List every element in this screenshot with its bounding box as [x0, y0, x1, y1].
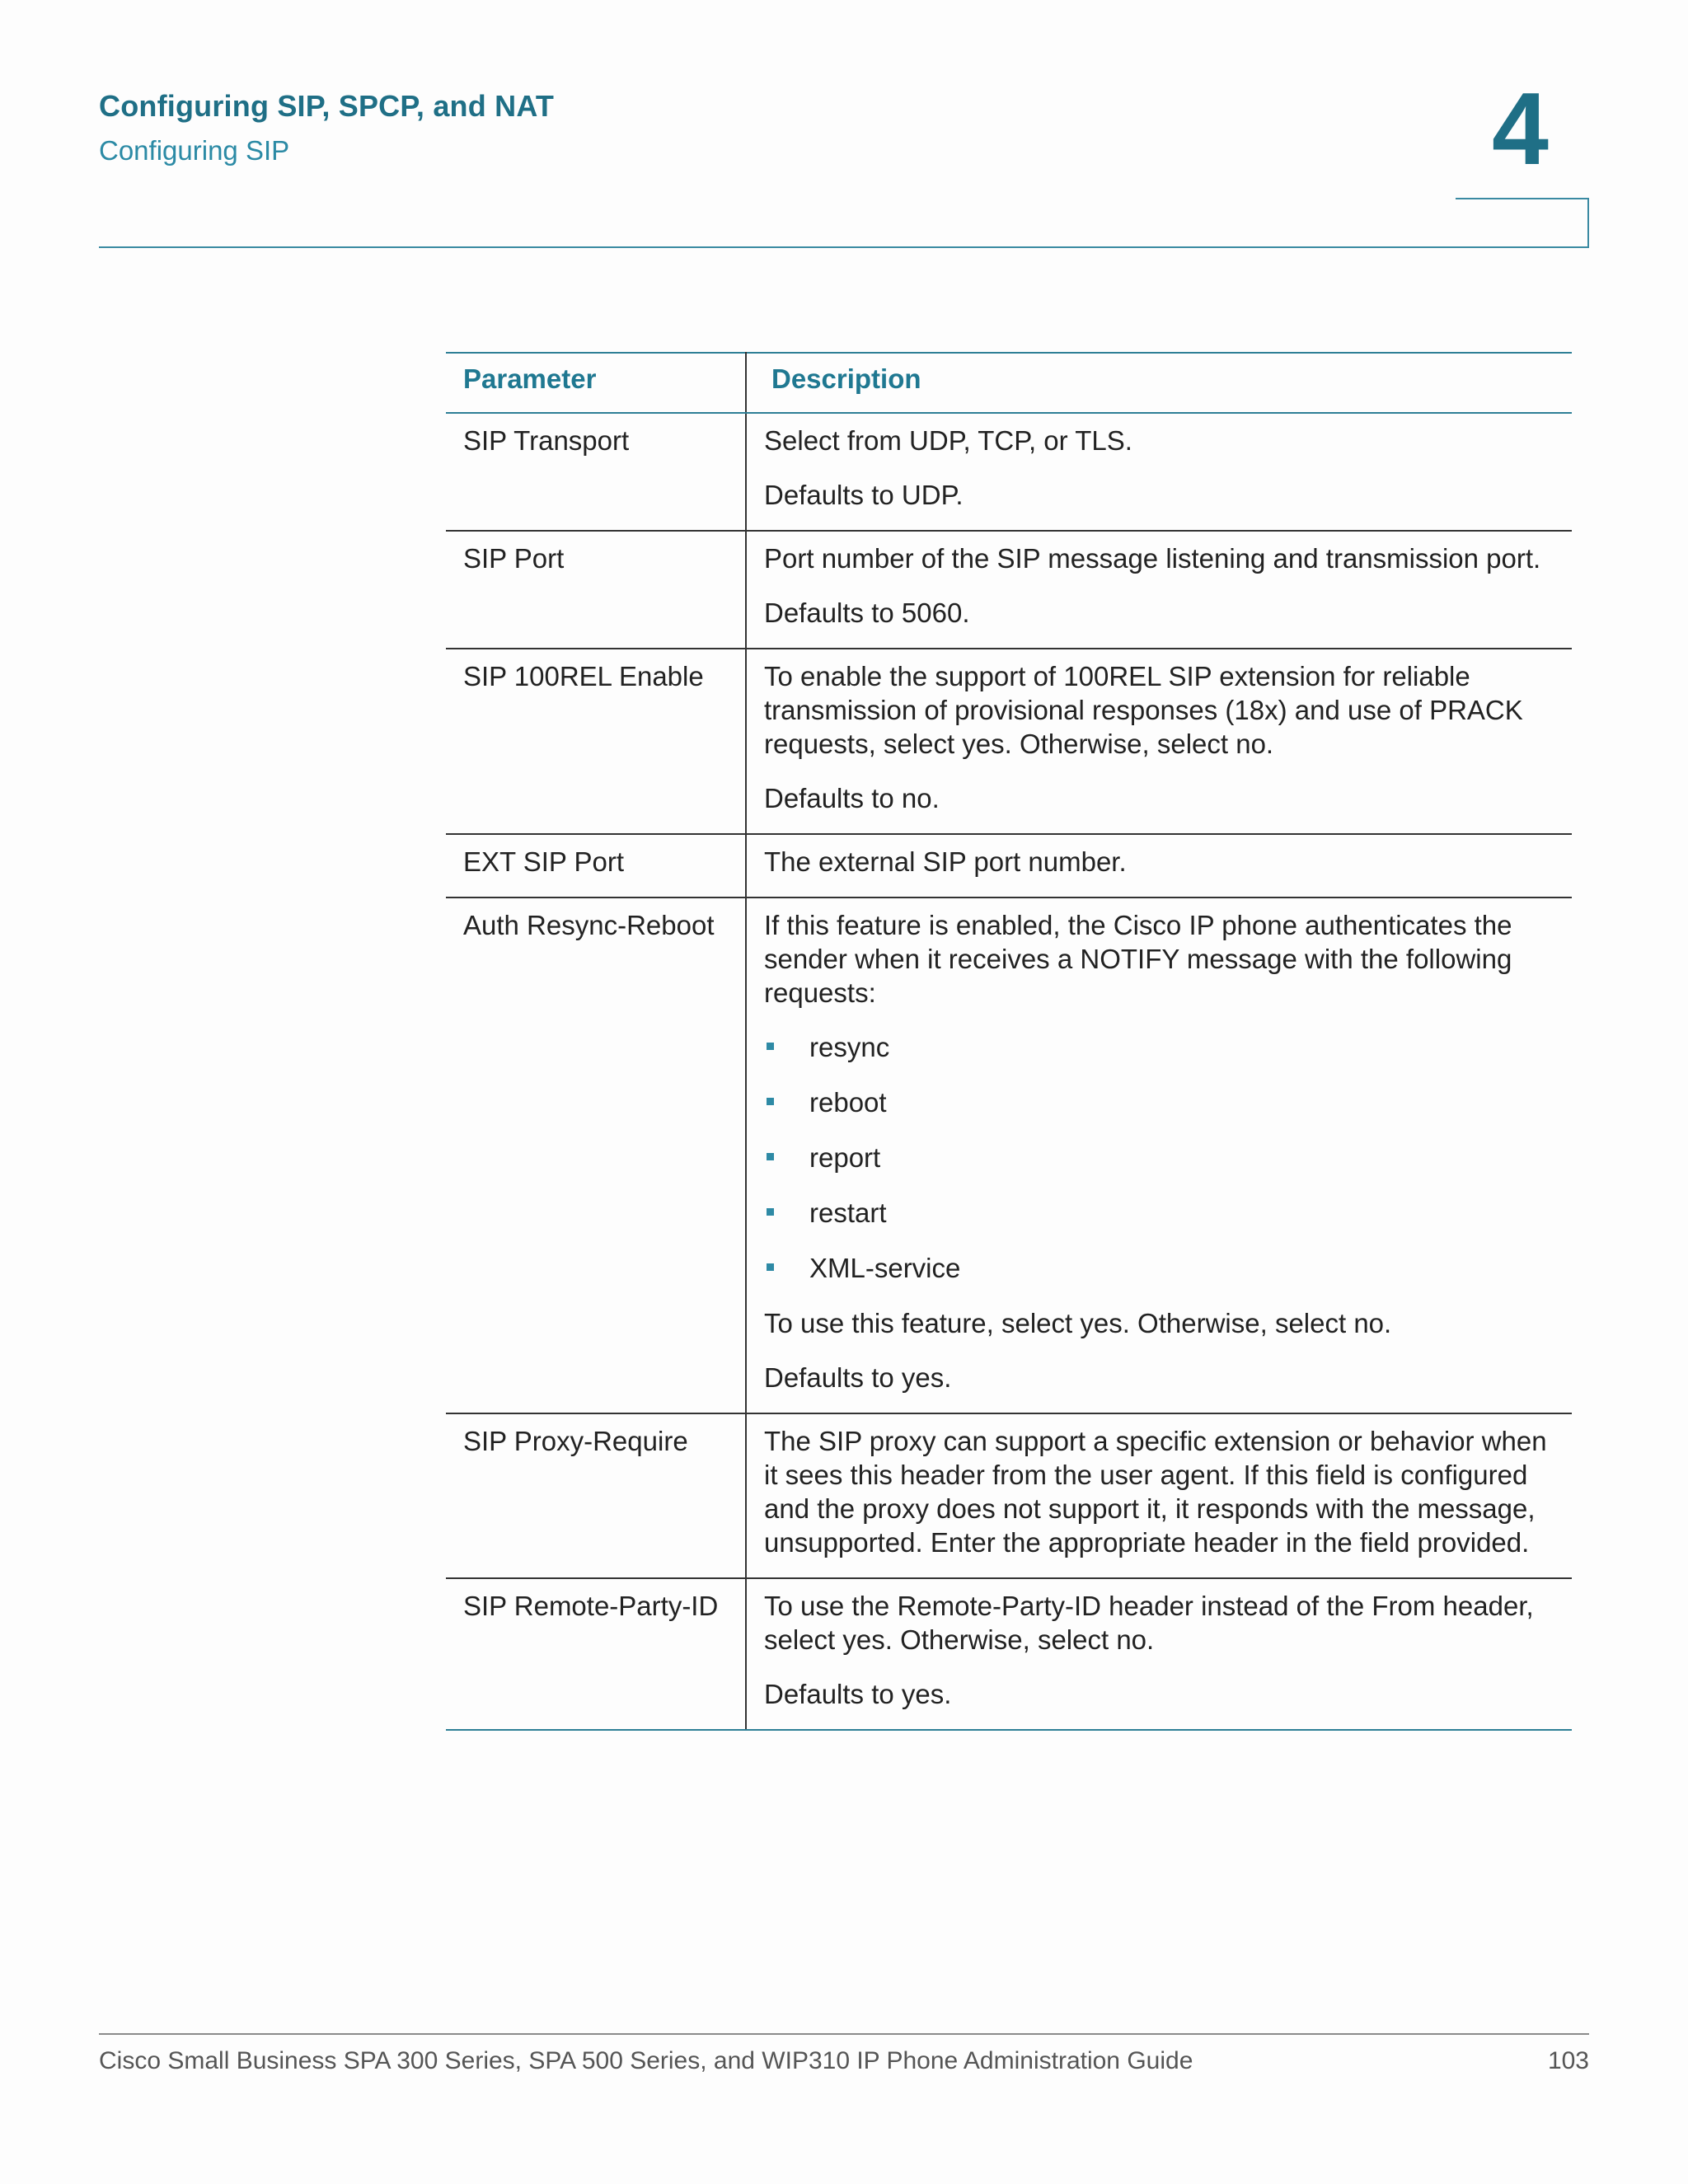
param-name: SIP Port [446, 531, 746, 649]
column-header-parameter: Parameter [446, 353, 746, 413]
param-description [746, 1413, 1572, 1578]
desc-text: Port number of the SIP message listening and transmission port. [764, 543, 1541, 574]
list-item: report [764, 1141, 1554, 1174]
param-description [746, 531, 1572, 649]
param-name: SIP Proxy-Require [446, 1413, 746, 1578]
desc-default: Defaults to yes. [764, 1679, 952, 1709]
list-item: resync [764, 1030, 1554, 1064]
column-header-description: Description [746, 353, 1572, 413]
param-description [746, 413, 1572, 531]
param-name: EXT SIP Port [446, 834, 746, 898]
desc-default: Defaults to no. [764, 783, 940, 813]
param-description [746, 649, 1572, 834]
desc-text: To use this feature, select yes. Otherwise, select no. [764, 1308, 1392, 1338]
section-title: Configuring SIP [99, 135, 290, 166]
desc-default: Defaults to UDP. [764, 480, 964, 510]
param-description [746, 834, 1572, 898]
list-item: XML-service [764, 1251, 1554, 1285]
param-name: SIP Remote-Party-ID [446, 1578, 746, 1730]
table-row [446, 1578, 1572, 1730]
header-rule [99, 246, 1589, 248]
bullet-square-icon [767, 1263, 774, 1271]
table-header-row [446, 353, 1572, 413]
list-item: restart [764, 1196, 1554, 1230]
request-list [764, 1030, 1554, 1285]
list-item: reboot [764, 1085, 1554, 1119]
table-row [446, 1413, 1572, 1578]
page-number: 103 [1547, 2047, 1589, 2074]
bullet-square-icon [767, 1098, 774, 1105]
parameter-table [446, 352, 1572, 1731]
desc-text: To use the Remote-Party-ID header instead of the From header, select yes. Otherwise, select no. [764, 1591, 1534, 1655]
desc-default: Defaults to yes. [764, 1362, 952, 1393]
param-name: Auth Resync-Reboot [446, 898, 746, 1413]
bullet-square-icon [767, 1153, 774, 1160]
table-row [446, 531, 1572, 649]
bullet-square-icon [767, 1043, 774, 1050]
footer-guide-title: Cisco Small Business SPA 300 Series, SPA 500 Series, and WIP310 IP Phone Administration Guide [99, 2047, 1193, 2074]
chapter-title: Configuring SIP, SPCP, and NAT [99, 89, 555, 123]
desc-text: To enable the support of 100REL SIP extension for reliable transmission of provisional responses (18x) and use of PRACK requests, select yes. Otherwise, select no. [764, 661, 1523, 759]
desc-text: The SIP proxy can support a specific extension or behavior when it sees this header from the user agent. If this field is configured and the proxy does not support it, it responds with the message, unsupported. Enter the appropriate header in the field provided. [764, 1426, 1547, 1558]
desc-default: Defaults to 5060. [764, 598, 970, 628]
footer-rule [99, 2033, 1589, 2035]
param-description [746, 1578, 1572, 1730]
param-name: SIP Transport [446, 413, 746, 531]
table-row [446, 834, 1572, 898]
desc-text: If this feature is enabled, the Cisco IP phone authenticates the sender when it receives a NOTIFY message with the following requests: [764, 910, 1512, 1008]
table-row [446, 898, 1572, 1413]
table-row [446, 649, 1572, 834]
chapter-tab-box [1456, 198, 1589, 248]
param-name: SIP 100REL Enable [446, 649, 746, 834]
desc-text: The external SIP port number. [764, 846, 1127, 877]
param-description [746, 898, 1572, 1413]
desc-text: Select from UDP, TCP, or TLS. [764, 425, 1132, 456]
table-row [446, 413, 1572, 531]
chapter-number: 4 [1492, 73, 1549, 186]
bullet-square-icon [767, 1208, 774, 1216]
